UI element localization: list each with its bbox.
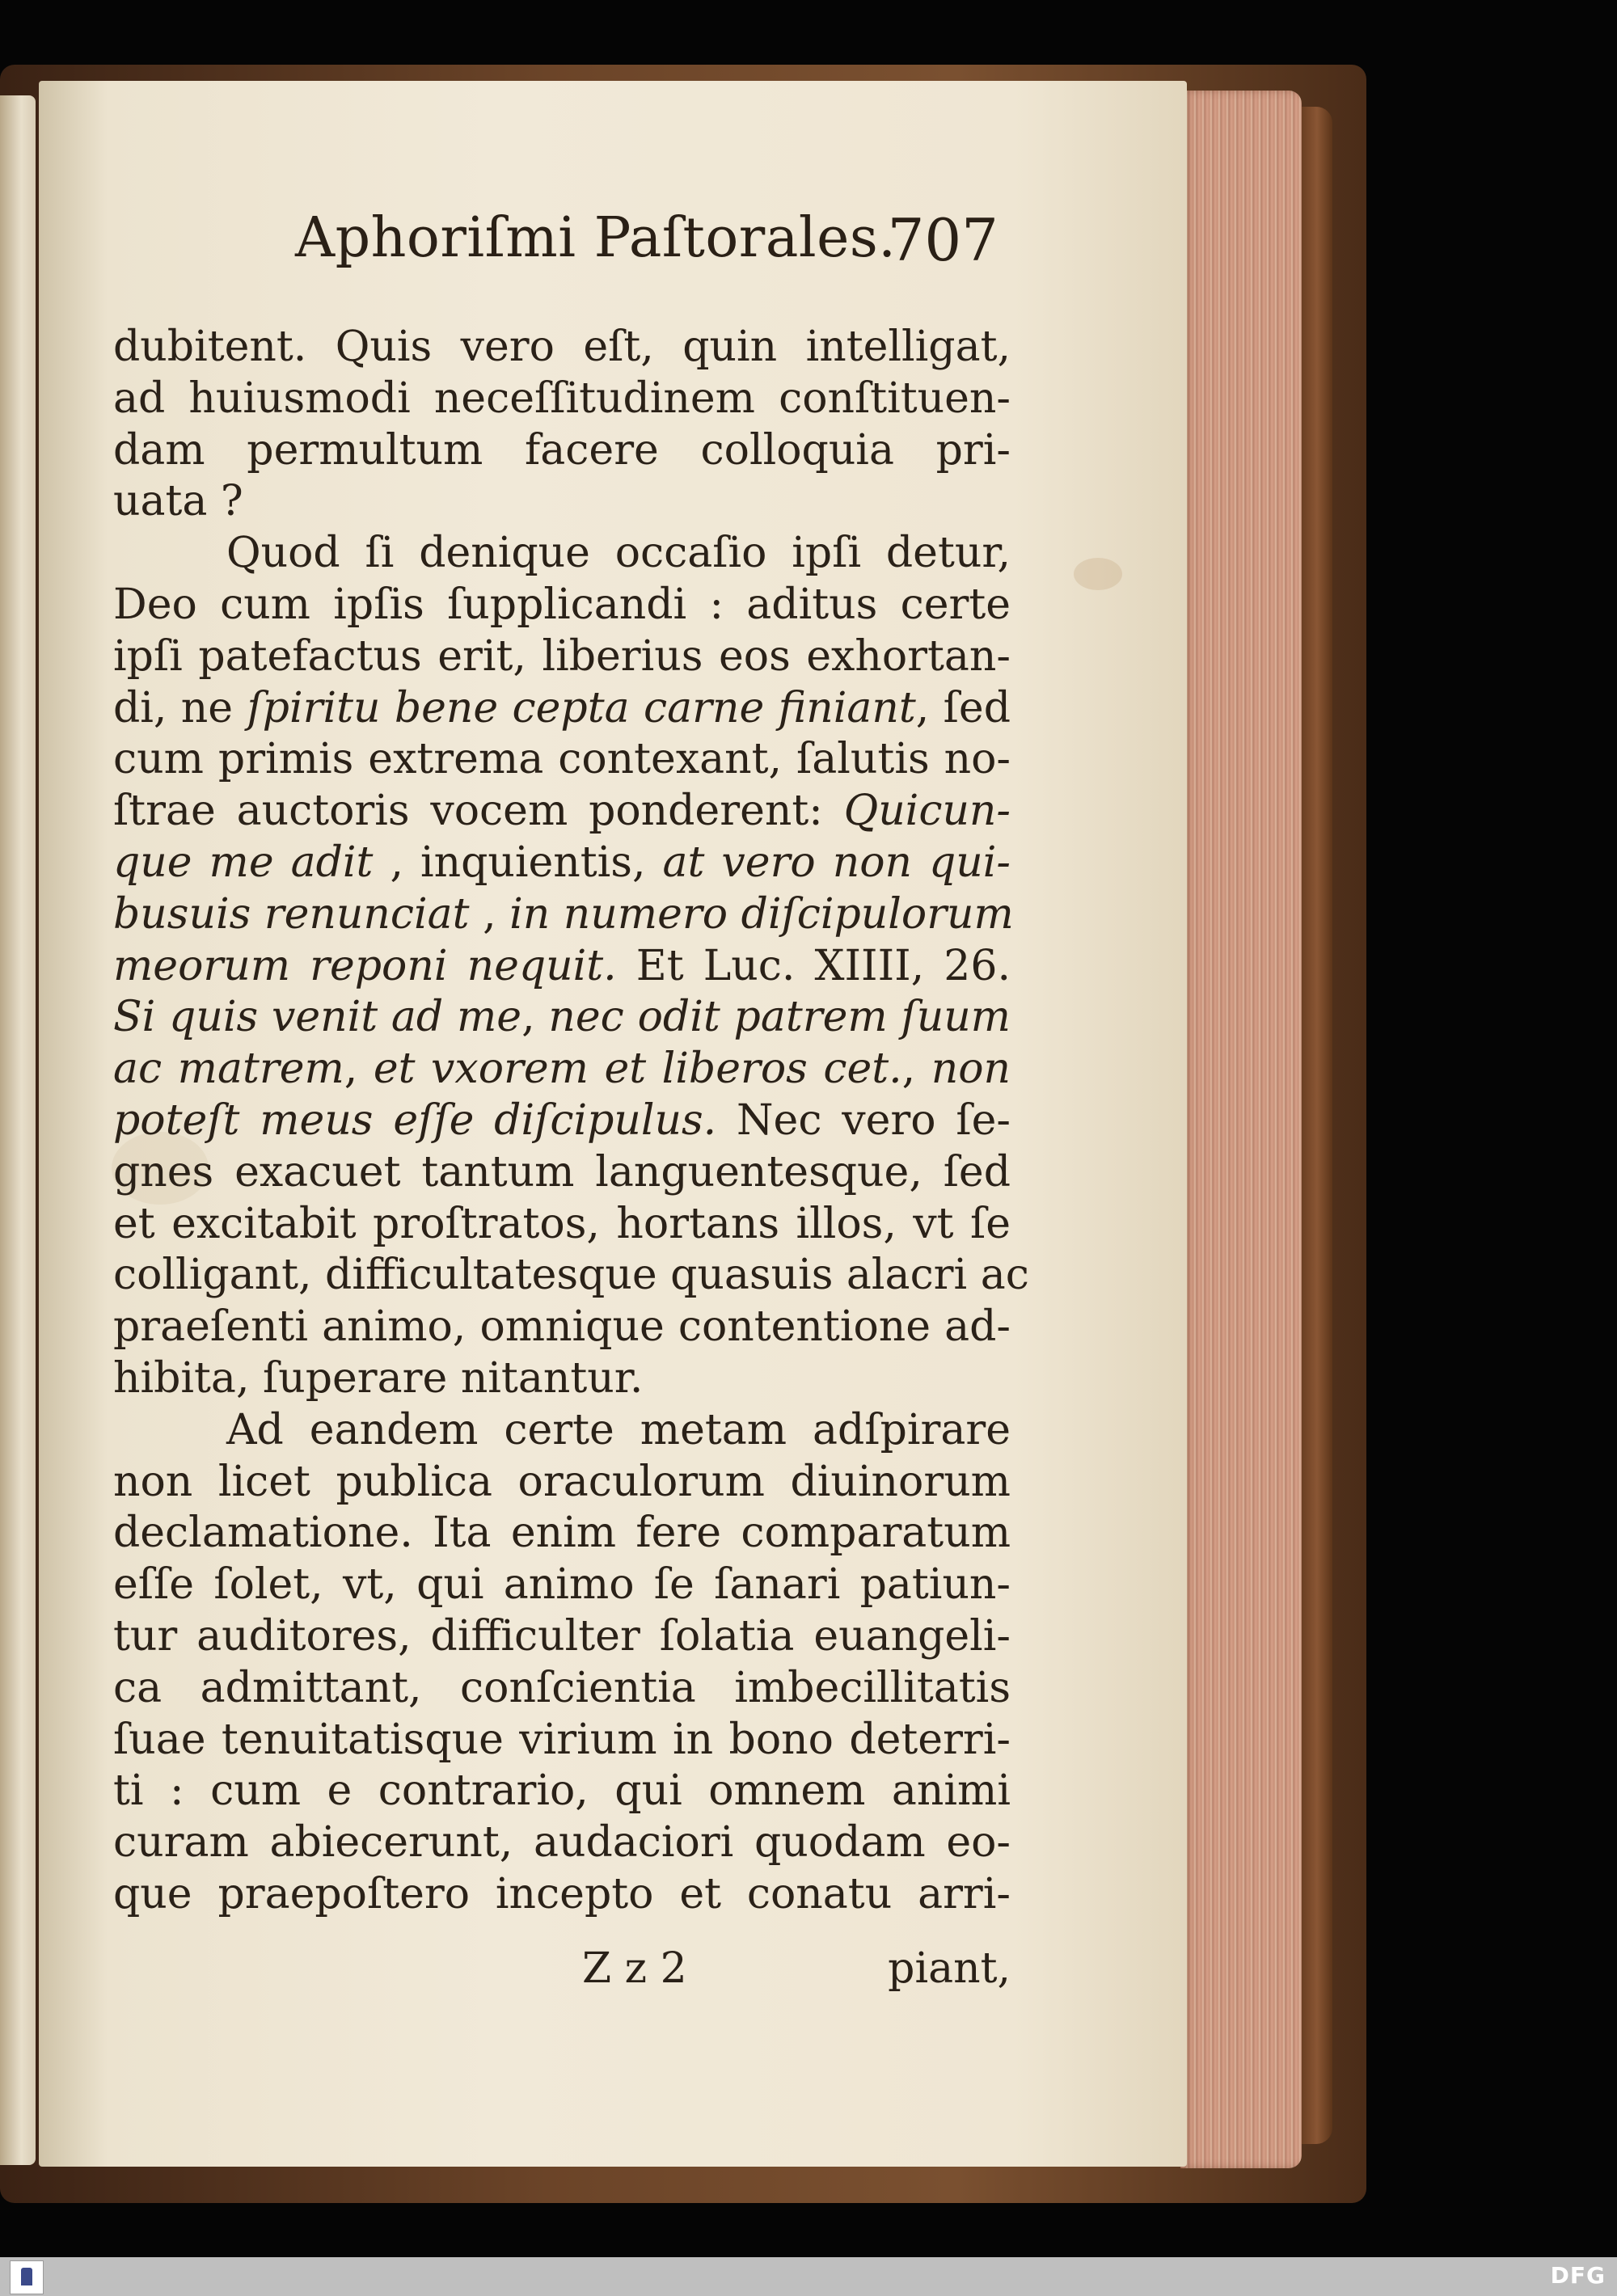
text-segment: ,: [901, 1045, 931, 1094]
text-line: curam abiecerunt, audaciori quodam eo-: [113, 1818, 1011, 1868]
text-line: et excitabit proſtratos, hortans illos, vt ſe: [113, 1199, 1011, 1248]
text-line: ti : cum e contrario, qui omnem animi: [113, 1766, 1011, 1816]
text-line: Ad eandem certe metam adſpirare: [226, 1405, 1011, 1454]
text-segment: Nec vero ſe-: [716, 1095, 1011, 1145]
italic-text: poteſt meus eſſe diſcipulus.: [113, 1095, 717, 1145]
text-line: colligant, difficultatesque quasuis alacri ac: [113, 1251, 1029, 1300]
text-line: tur auditores, difficulter ſolatia euangeli-: [113, 1611, 1011, 1661]
text-line: [113, 1044, 1011, 1095]
text-line: [113, 838, 1011, 889]
italic-text: que me adit: [113, 838, 374, 887]
page-number: 707: [887, 206, 998, 274]
italic-text: et vxorem et liberos cet.: [373, 1045, 902, 1094]
library-logo-icon: [10, 2260, 44, 2294]
text-line: uata ?: [113, 477, 243, 526]
text-segment: ,: [521, 993, 549, 1042]
text-line: non licet publica oraculorum diuinorum: [113, 1457, 1011, 1506]
italic-text: nec odit patrem ſuum: [548, 993, 1011, 1042]
text-line: dam permultum facere colloquia pri-: [113, 425, 1011, 475]
running-head: [295, 206, 998, 274]
text-segment: , ſed: [915, 683, 1011, 732]
italic-text: ſpiritu bene cepta carne finiant: [247, 683, 916, 732]
text-segment: ,: [344, 1045, 374, 1094]
text-line: [113, 941, 1011, 993]
text-line: [113, 683, 1011, 735]
text-line: ca admittant, conſcientia imbecillitatis: [113, 1663, 1011, 1712]
italic-text: at vero non qui-: [662, 838, 1011, 887]
page-footer: [129, 1944, 1011, 2001]
italic-text: Si quis venit ad me: [113, 993, 522, 1042]
text-line: hibita, ſuperare nitantur.: [113, 1353, 644, 1403]
text-segment: Et Luc. XIIII, 26.: [616, 941, 1011, 990]
text-line: [113, 992, 1011, 1044]
catchword: piant,: [888, 1944, 1011, 1993]
signature-mark: Z z 2: [582, 1944, 687, 1993]
text-line: ad huiusmodi neceſſitudinem conſtituen-: [113, 374, 1011, 423]
text-segment: ſtrae auctoris vocem ponderent:: [113, 787, 844, 836]
text-segment: , inquientis,: [373, 838, 663, 887]
dfg-logo: DFG: [1550, 2262, 1606, 2289]
text-line: eſſe ſolet, vt, qui animo ſe ſanari patiun-: [113, 1560, 1011, 1610]
italic-text: ac matrem: [113, 1045, 344, 1094]
italic-text: in numero diſcipulorum: [509, 889, 1014, 939]
text-line: praeſenti animo, omnique contentione ad-: [113, 1302, 1011, 1352]
italic-text: meorum reponi nequit.: [113, 941, 617, 990]
text-line: [113, 786, 1011, 838]
running-head-title: Aphoriſmi Paſtorales.: [295, 206, 897, 270]
text-line: declamatione. Ita enim fere comparatum: [113, 1509, 1011, 1558]
text-line: dubitent. Quis vero eſt, quin intelligat,: [113, 323, 1011, 371]
text-line: Deo cum ipſis ſupplicandi : aditus certe: [113, 580, 1011, 629]
italic-text: busuis renunciat: [113, 889, 470, 939]
italic-text: Quicun-: [843, 787, 1011, 836]
page-block-edge: [1180, 91, 1302, 2168]
text-line: que praepoſtero incepto et conatu arri-: [113, 1869, 1011, 1918]
body-text: [113, 322, 1029, 1921]
text-line: [113, 1095, 1011, 1147]
text-line: ſuae tenuitatisque virium in bono deterri-: [113, 1715, 1011, 1764]
foxing-spot: [1074, 558, 1122, 590]
left-page-edge: [0, 95, 36, 2165]
text-segment: di, ne: [113, 683, 247, 732]
text-segment: ,: [469, 889, 510, 939]
text-line: Quod ſi denique occaſio ipſi detur,: [226, 529, 1011, 578]
text-line: ipſi patefactus erit, liberius eos exhortan-: [113, 631, 1011, 681]
text-line: gnes exacuet tantum languentesque, ſed: [113, 1147, 1011, 1197]
text-line: [113, 889, 1014, 941]
italic-text: non: [931, 1045, 1011, 1094]
text-line: cum primis extrema contexant, ſalutis no-: [113, 735, 1011, 784]
viewer-bottom-bar: [0, 2257, 1617, 2296]
